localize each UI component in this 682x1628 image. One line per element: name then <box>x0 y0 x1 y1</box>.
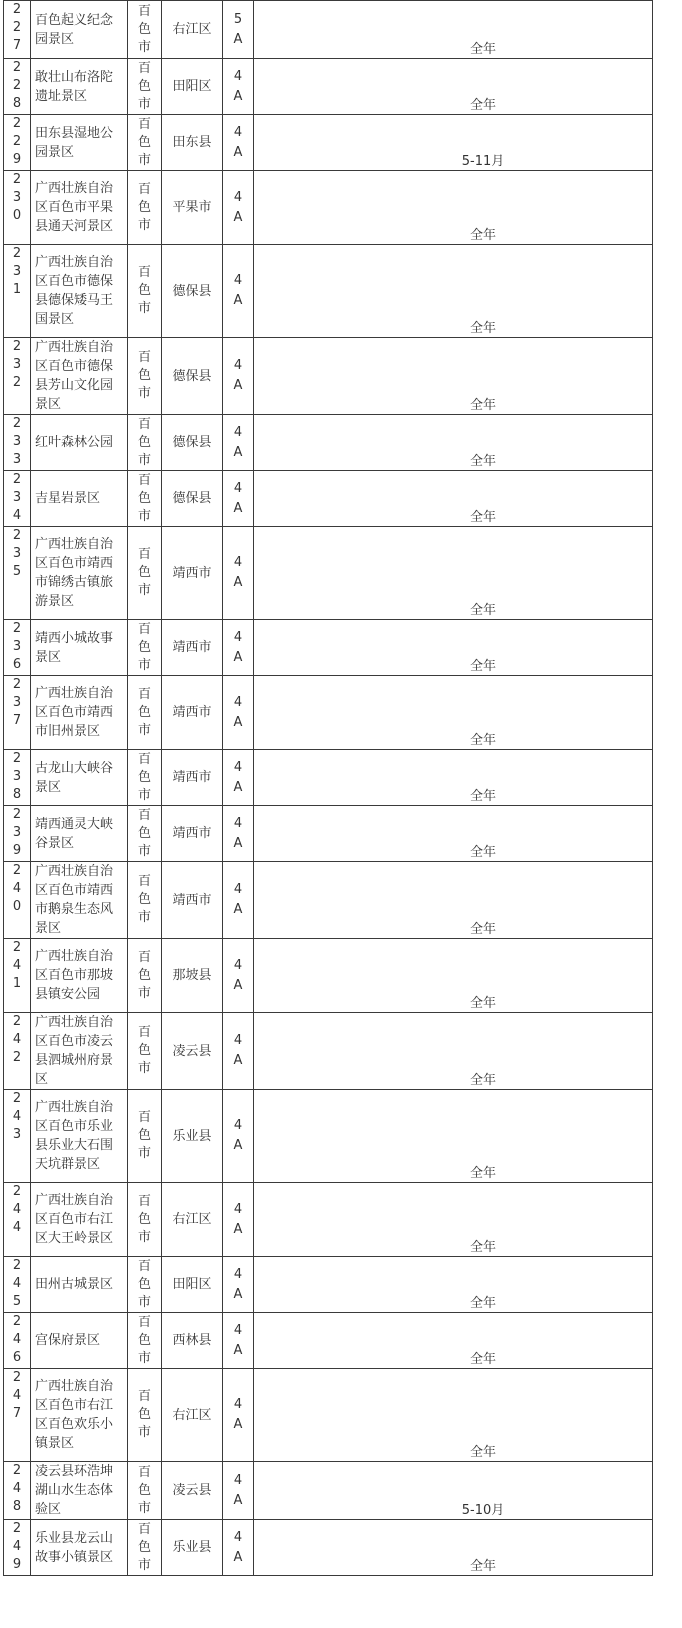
city-name: 百色市 <box>138 621 152 673</box>
grade-rating: 4A <box>233 694 243 730</box>
open-period: 全年 <box>469 659 496 674</box>
table-row <box>4 415 653 471</box>
row-number: 241 <box>12 940 22 991</box>
row-number-cell <box>4 1013 31 1090</box>
city-cell <box>128 171 162 245</box>
scenic-spot-name: 靖西小城故事景区 <box>31 620 128 676</box>
grade-cell <box>223 620 254 676</box>
city-name: 百色市 <box>138 472 152 524</box>
grade-rating: 4A <box>233 1322 243 1358</box>
row-number: 230 <box>12 172 22 223</box>
open-period: 全年 <box>469 1559 496 1574</box>
open-period: 全年 <box>469 1073 496 1088</box>
grade-cell <box>223 750 254 806</box>
row-number: 248 <box>12 1463 22 1514</box>
district-name: 德保县 <box>162 471 223 527</box>
city-name: 百色市 <box>138 1464 152 1516</box>
row-number: 228 <box>12 60 22 111</box>
row-number: 237 <box>12 677 22 728</box>
open-period: 全年 <box>469 1166 496 1181</box>
open-period: 全年 <box>469 1352 496 1367</box>
district-name: 靖西市 <box>162 862 223 939</box>
open-period-cell <box>254 1520 653 1576</box>
grade-cell <box>223 527 254 620</box>
grade-cell <box>223 1257 254 1313</box>
city-cell <box>128 1 162 59</box>
open-period: 5-11月 <box>461 154 505 169</box>
grade-rating: 4A <box>233 424 243 460</box>
open-period: 全年 <box>469 321 496 336</box>
scenic-spot-name: 广西壮族自治区百色市靖西市锦绣古镇旅游景区 <box>31 527 128 620</box>
row-number: 243 <box>12 1091 22 1142</box>
grade-rating: 4A <box>233 882 243 917</box>
open-period-cell <box>254 1257 653 1313</box>
district-name: 西林县 <box>162 1313 223 1369</box>
table-row <box>4 471 653 527</box>
district-name: 凌云县 <box>162 1462 223 1520</box>
table-body <box>4 1 653 1576</box>
table-row <box>4 1 653 59</box>
scenic-spot-name: 广西壮族自治区百色市那坡县镇安公园 <box>31 939 128 1013</box>
row-number-cell <box>4 1183 31 1257</box>
grade-cell <box>223 1183 254 1257</box>
table-row <box>4 939 653 1013</box>
city-cell <box>128 115 162 171</box>
city-name: 百色市 <box>138 265 152 316</box>
scenic-spot-name: 靖西通灵大峡谷景区 <box>31 806 128 862</box>
open-period-cell <box>254 620 653 676</box>
district-name: 德保县 <box>162 338 223 415</box>
district-name: 平果市 <box>162 171 223 245</box>
open-period: 全年 <box>469 1240 496 1255</box>
grade-rating: 4A <box>233 124 243 160</box>
city-cell <box>128 1369 162 1462</box>
district-name: 乐业县 <box>162 1520 223 1576</box>
city-name: 百色市 <box>138 1521 152 1573</box>
row-number-cell <box>4 527 31 620</box>
table-row <box>4 676 653 750</box>
table-row <box>4 862 653 939</box>
city-cell <box>128 620 162 676</box>
scenic-spot-name: 广西壮族自治区百色市德保县德保矮马王国景区 <box>31 245 128 338</box>
open-period-cell <box>254 806 653 862</box>
row-number-cell <box>4 115 31 171</box>
open-period: 全年 <box>469 845 496 860</box>
open-period: 全年 <box>469 1445 496 1460</box>
row-number-cell <box>4 1462 31 1520</box>
grade-cell <box>223 676 254 750</box>
city-name: 百色市 <box>138 1389 152 1440</box>
grade-rating: 4A <box>233 68 243 104</box>
table-row <box>4 1013 653 1090</box>
grade-cell <box>223 415 254 471</box>
open-period-cell <box>254 171 653 245</box>
open-period: 全年 <box>469 603 496 618</box>
city-name: 百色市 <box>138 350 152 401</box>
open-period: 全年 <box>469 996 496 1011</box>
grade-rating: 4A <box>233 815 243 851</box>
open-period-cell <box>254 338 653 415</box>
open-period-cell <box>254 115 653 171</box>
grade-cell <box>223 245 254 338</box>
scenic-spot-name: 吉星岩景区 <box>31 471 128 527</box>
grade-cell <box>223 1090 254 1183</box>
row-number: 227 <box>12 2 22 53</box>
open-period-cell <box>254 245 653 338</box>
city-cell <box>128 245 162 338</box>
open-period-cell <box>254 1 653 59</box>
row-number: 235 <box>12 528 22 579</box>
scenic-spot-name: 百色起义纪念园景区 <box>31 1 128 59</box>
grade-cell <box>223 862 254 939</box>
row-number-cell <box>4 245 31 338</box>
district-name: 乐业县 <box>162 1090 223 1183</box>
table-row <box>4 115 653 171</box>
table-row <box>4 1313 653 1369</box>
grade-rating: 4A <box>233 1472 243 1508</box>
table-row <box>4 59 653 115</box>
grade-cell <box>223 471 254 527</box>
grade-cell <box>223 59 254 115</box>
grade-rating: 4A <box>233 1033 243 1068</box>
grade-rating: 4A <box>233 1397 243 1432</box>
open-period-cell <box>254 676 653 750</box>
grade-rating: 4A <box>233 1529 243 1565</box>
table-row <box>4 1462 653 1520</box>
scenic-spot-name: 敢壮山布洛陀遗址景区 <box>31 59 128 115</box>
open-period: 全年 <box>469 454 496 469</box>
city-name: 百色市 <box>138 181 152 233</box>
row-number: 236 <box>12 621 22 672</box>
city-name: 百色市 <box>138 60 152 112</box>
grade-cell <box>223 939 254 1013</box>
table-row <box>4 527 653 620</box>
scenic-spot-name: 广西壮族自治区百色市靖西市鹅泉生态风景区 <box>31 862 128 939</box>
city-name: 百色市 <box>138 1314 152 1366</box>
row-number-cell <box>4 171 31 245</box>
district-name: 右江区 <box>162 1369 223 1462</box>
scenic-spots-table-container <box>3 0 653 1576</box>
scenic-spot-name: 广西壮族自治区百色市右江区百色欢乐小镇景区 <box>31 1369 128 1462</box>
open-period: 全年 <box>469 922 496 937</box>
city-name: 百色市 <box>138 1110 152 1161</box>
row-number: 247 <box>12 1370 22 1421</box>
open-period: 全年 <box>469 98 496 113</box>
open-period: 全年 <box>469 789 496 804</box>
row-number-cell <box>4 1090 31 1183</box>
row-number-cell <box>4 620 31 676</box>
grade-rating: 4A <box>233 1118 243 1153</box>
scenic-spot-name: 古龙山大峡谷景区 <box>31 750 128 806</box>
grade-cell <box>223 338 254 415</box>
table-row <box>4 1520 653 1576</box>
row-number-cell <box>4 1 31 59</box>
open-period-cell <box>254 415 653 471</box>
row-number-cell <box>4 1257 31 1313</box>
row-number: 234 <box>12 472 22 523</box>
row-number-cell <box>4 1313 31 1369</box>
district-name: 田阳区 <box>162 59 223 115</box>
table-row <box>4 1369 653 1462</box>
grade-rating: 4A <box>233 957 243 993</box>
grade-rating: 4A <box>233 189 243 225</box>
city-cell <box>128 1257 162 1313</box>
scenic-spot-name: 广西壮族自治区百色市德保县芳山文化园景区 <box>31 338 128 415</box>
scenic-spot-name: 广西壮族自治区百色市凌云县泗城州府景区 <box>31 1013 128 1090</box>
city-cell <box>128 527 162 620</box>
table-row <box>4 171 653 245</box>
scenic-spot-name: 宫保府景区 <box>31 1313 128 1369</box>
grade-cell <box>223 1520 254 1576</box>
district-name: 田阳区 <box>162 1257 223 1313</box>
city-cell <box>128 59 162 115</box>
row-number-cell <box>4 338 31 415</box>
district-name: 田东县 <box>162 115 223 171</box>
row-number-cell <box>4 415 31 471</box>
city-name: 百色市 <box>138 949 152 1001</box>
row-number: 233 <box>12 416 22 467</box>
grade-cell <box>223 1 254 59</box>
row-number-cell <box>4 1369 31 1462</box>
city-cell <box>128 676 162 750</box>
city-cell <box>128 1520 162 1576</box>
row-number-cell <box>4 939 31 1013</box>
district-name: 右江区 <box>162 1183 223 1257</box>
city-name: 百色市 <box>138 807 152 859</box>
row-number: 231 <box>12 246 22 297</box>
row-number-cell <box>4 471 31 527</box>
open-period-cell <box>254 750 653 806</box>
city-name: 百色市 <box>138 116 152 168</box>
grade-cell <box>223 171 254 245</box>
open-period: 全年 <box>469 510 496 525</box>
table-row <box>4 806 653 862</box>
row-number: 238 <box>12 751 22 802</box>
district-name: 靖西市 <box>162 676 223 750</box>
district-name: 靖西市 <box>162 620 223 676</box>
open-period: 全年 <box>469 42 496 57</box>
scenic-spot-name: 广西壮族自治区百色市靖西市旧州景区 <box>31 676 128 750</box>
open-period-cell <box>254 1183 653 1257</box>
district-name: 德保县 <box>162 415 223 471</box>
city-cell <box>128 1183 162 1257</box>
city-name: 百色市 <box>138 751 152 803</box>
city-cell <box>128 1090 162 1183</box>
row-number: 240 <box>12 863 22 914</box>
row-number-cell <box>4 676 31 750</box>
table-row <box>4 338 653 415</box>
scenic-spot-name: 田州古城景区 <box>31 1257 128 1313</box>
open-period-cell <box>254 471 653 527</box>
row-number: 249 <box>12 1521 22 1572</box>
city-name: 百色市 <box>138 686 152 738</box>
row-number: 245 <box>12 1258 22 1309</box>
district-name: 靖西市 <box>162 750 223 806</box>
city-cell <box>128 471 162 527</box>
grade-rating: 4A <box>233 480 243 516</box>
scenic-spot-name: 广西壮族自治区百色市乐业县乐业大石围天坑群景区 <box>31 1090 128 1183</box>
city-name: 百色市 <box>138 1193 152 1245</box>
city-cell <box>128 415 162 471</box>
city-cell <box>128 1013 162 1090</box>
open-period: 全年 <box>469 1296 496 1311</box>
table-row <box>4 620 653 676</box>
row-number: 239 <box>12 807 22 858</box>
district-name: 那坡县 <box>162 939 223 1013</box>
grade-rating: 4A <box>233 273 243 308</box>
open-period-cell <box>254 1090 653 1183</box>
scenic-spot-name: 广西壮族自治区百色市右江区大王岭景区 <box>31 1183 128 1257</box>
district-name: 右江区 <box>162 1 223 59</box>
table-row <box>4 750 653 806</box>
grade-rating: 4A <box>233 759 243 795</box>
row-number: 244 <box>12 1184 22 1235</box>
row-number: 242 <box>12 1014 22 1065</box>
open-period-cell <box>254 1013 653 1090</box>
city-cell <box>128 939 162 1013</box>
scenic-spot-name: 田东县湿地公园景区 <box>31 115 128 171</box>
open-period: 全年 <box>469 398 496 413</box>
city-name: 百色市 <box>138 1025 152 1076</box>
district-name: 德保县 <box>162 245 223 338</box>
open-period-cell <box>254 939 653 1013</box>
grade-cell <box>223 1462 254 1520</box>
open-period-cell <box>254 59 653 115</box>
grade-rating: 4A <box>233 1266 243 1302</box>
district-name: 靖西市 <box>162 527 223 620</box>
row-number-cell <box>4 1520 31 1576</box>
open-period-cell <box>254 527 653 620</box>
open-period-cell <box>254 862 653 939</box>
city-name: 百色市 <box>138 416 152 468</box>
row-number: 232 <box>12 339 22 390</box>
table-row <box>4 245 653 338</box>
city-cell <box>128 750 162 806</box>
grade-rating: 4A <box>233 555 243 590</box>
grade-rating: 4A <box>233 629 243 665</box>
city-cell <box>128 1462 162 1520</box>
row-number-cell <box>4 750 31 806</box>
table-row <box>4 1257 653 1313</box>
district-name: 凌云县 <box>162 1013 223 1090</box>
row-number: 229 <box>12 116 22 167</box>
scenic-spot-name: 广西壮族自治区百色市平果县通天河景区 <box>31 171 128 245</box>
grade-cell <box>223 806 254 862</box>
city-name: 百色市 <box>138 874 152 925</box>
open-period-cell <box>254 1462 653 1520</box>
district-name: 靖西市 <box>162 806 223 862</box>
open-period-cell <box>254 1313 653 1369</box>
city-name: 百色市 <box>138 547 152 598</box>
city-name: 百色市 <box>138 3 152 55</box>
row-number-cell <box>4 862 31 939</box>
open-period: 5-10月 <box>461 1503 505 1518</box>
grade-cell <box>223 1369 254 1462</box>
scenic-spot-name: 凌云县环浩坤湖山水生态体验区 <box>31 1462 128 1520</box>
grade-rating: 4A <box>233 1201 243 1237</box>
row-number-cell <box>4 806 31 862</box>
table-row <box>4 1183 653 1257</box>
grade-cell <box>223 115 254 171</box>
city-cell <box>128 862 162 939</box>
city-name: 百色市 <box>138 1258 152 1310</box>
open-period: 全年 <box>469 228 496 243</box>
grade-cell <box>223 1013 254 1090</box>
open-period: 全年 <box>469 733 496 748</box>
grade-rating: 5A <box>233 11 243 47</box>
grade-rating: 4A <box>233 358 243 393</box>
grade-cell <box>223 1313 254 1369</box>
city-cell <box>128 806 162 862</box>
row-number-cell <box>4 59 31 115</box>
city-cell <box>128 1313 162 1369</box>
scenic-spot-name: 乐业县龙云山故事小镇景区 <box>31 1520 128 1576</box>
scenic-spot-name: 红叶森林公园 <box>31 415 128 471</box>
row-number: 246 <box>12 1314 22 1365</box>
open-period-cell <box>254 1369 653 1462</box>
city-cell <box>128 338 162 415</box>
table-row <box>4 1090 653 1183</box>
scenic-spots-table <box>3 0 653 1576</box>
